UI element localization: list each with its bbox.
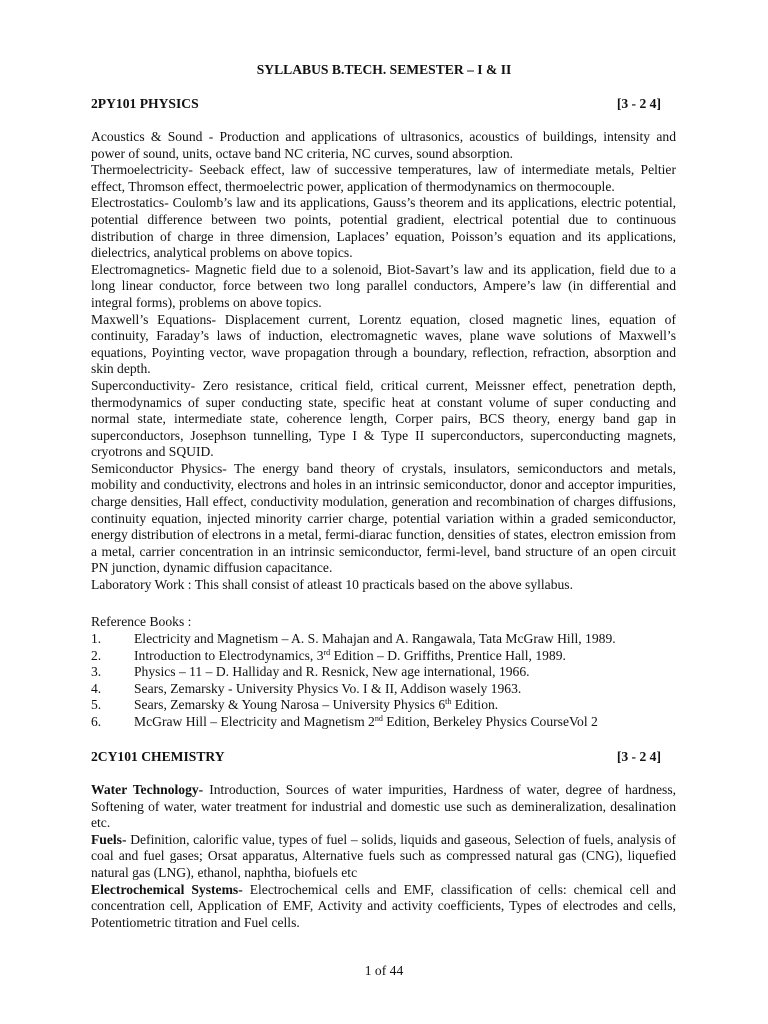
chemistry-syllabus-body [91, 782, 676, 931]
physics-topic-electrostatics: Electrostatics- Coulomb’s law and its applications, Gauss’s theorem and its applications, electric potential, potential difference between two points, potential gradient, electrical potential due to continuous distribution of charge in three dimension, Laplaces’ equation, Poisson’s equation and its applications, dielectrics, analytical problems on above topics. [91, 195, 676, 261]
physics-topic-acoustics: Acoustics & Sound - Production and applications of ultrasonics, acoustics of buildings, intensity and power of sound, units, octave band NC criteria, NC curves, sound absorption. [91, 129, 676, 161]
list-item [91, 681, 676, 698]
physics-syllabus-body [91, 129, 676, 594]
list-item [91, 664, 676, 681]
chemistry-course-code: 2CY101 CHEMISTRY [91, 749, 225, 764]
list-item [91, 714, 676, 731]
reference-text: Sears, Zemarsky - University Physics Vo. I & II, Addison wasely 1963. [134, 680, 522, 696]
physics-topic-superconductivity: Superconductivity- Zero resistance, critical field, critical current, Meissner effect, penetration depth, thermodynamics of super conducting state, specific heat at constant volume of super conducting and normal state, intermediate state, coherence length, Corper pairs, BCS theory, energy band gap in superconductors, Josephson tunnelling, Type I & Type II superconductors, superconducting magnets, cryotrons and SQUID. [91, 377, 676, 460]
list-item [91, 697, 676, 714]
reference-number: 5. [91, 697, 102, 713]
page-number: 1 of 44 [364, 963, 404, 978]
list-item [91, 648, 676, 665]
physics-course-code: 2PY101 PHYSICS [91, 96, 199, 111]
chemistry-course-credits: [3 - 2 4] [616, 749, 661, 764]
physics-topic-electromagnetics: Electromagnetics- Magnetic field due to a solenoid, Biot-Savart’s law and its application, field due to a long linear conductor, force between two long parallel conductors, Ampere’s law (in differential and integral forms), problems on above topics. [91, 261, 676, 310]
physics-laboratory-work: Laboratory Work : This shall consist of atleast 10 practicals based on the above syllabus. [91, 577, 573, 593]
reference-text: Electricity and Magnetism – A. S. Mahajan and A. Rangawala, Tata McGraw Hill, 1989. [134, 631, 616, 646]
reference-text: Sears, Zemarsky & Young Narosa – University Physics 6th Edition. [134, 697, 499, 713]
reference-number: 6. [91, 713, 102, 729]
reference-number: 3. [91, 664, 102, 680]
physics-topic-thermoelectricity: Thermoelectricity- Seeback effect, law of successive temperatures, law of intermediate metals, Peltier effect, Thromson effect, thermoelectric power, application of thermodynamics on thermocouple. [91, 162, 676, 194]
reference-text: Physics – 11 – D. Halliday and R. Resnick, New age international, 1966. [134, 664, 530, 680]
reference-text: McGraw Hill – Electricity and Magnetism 2nd Edition, Berkeley Physics CourseVol 2 [134, 713, 598, 729]
reference-text: Introduction to Electrodynamics, 3rd Edition – D. Griffiths, Prentice Hall, 1989. [134, 647, 566, 663]
reference-books-list [91, 631, 676, 731]
page-title: SYLLABUS B.TECH. SEMESTER – I & II [256, 62, 512, 77]
chemistry-topic-fuels: Fuels- Definition, calorific value, types of fuel – solids, liquids and gaseous, Selection of fuels, analysis of coal and fuel gases; Orsat apparatus, Alternative fuels such as compressed natural gas (CNG), liquefied natural gas (LNG), ethanol, naphtha, biofuels etc [91, 831, 676, 880]
chemistry-topic-electrochemical-systems: Electrochemical Systems- Electrochemical cells and EMF, classification of cells: chemical cell and concentration cell, Application of EMF, Activity and activity coefficients, Types of electrodes and cells, Potentiometric titration and Fuel cells. [91, 881, 676, 930]
reference-number: 4. [91, 680, 102, 696]
chemistry-topic-water-technology: Water Technology- Introduction, Sources of water impurities, Hardness of water, degree of hardness, Softening of water, water treatment for industrial and domestic use such as demineralization, desalination etc. [91, 782, 677, 831]
list-item [91, 631, 676, 648]
physics-topic-maxwell: Maxwell’s Equations- Displacement current, Lorentz equation, closed magnetic lines, equation of continuity, Faraday’s laws of induction, electromagnetic waves, plane wave solutions of Maxwell’s equations, Poyinting vector, wave propagation through a boundary, reflection, refraction, absorption and skin depth. [91, 311, 676, 377]
reference-number: 2. [91, 647, 102, 663]
physics-course-credits: [3 - 2 4] [616, 96, 661, 111]
reference-number: 1. [91, 631, 102, 646]
reference-books-label: Reference Books : [91, 614, 192, 629]
physics-topic-semiconductor: Semiconductor Physics- The energy band theory of crystals, insulators, semiconductors and metals, mobility and conductivity, electrons and holes in an intrinsic semiconductor, donor and acceptor impurities, charge densities, Hall effect, conductivity modulation, generation and recombination of charges diffusions, continuity equation, injected minority carrier charge, potential variation within a graded semiconductor, energy distribution of electrons in a metal, fermi-diarac function, densities of states, electron emission from a metal, carrier concentration in an intrinsic semiconductor, fermi-level, band structure of an open circuit PN junction, dynamic diffusion capacitance. [91, 460, 676, 576]
